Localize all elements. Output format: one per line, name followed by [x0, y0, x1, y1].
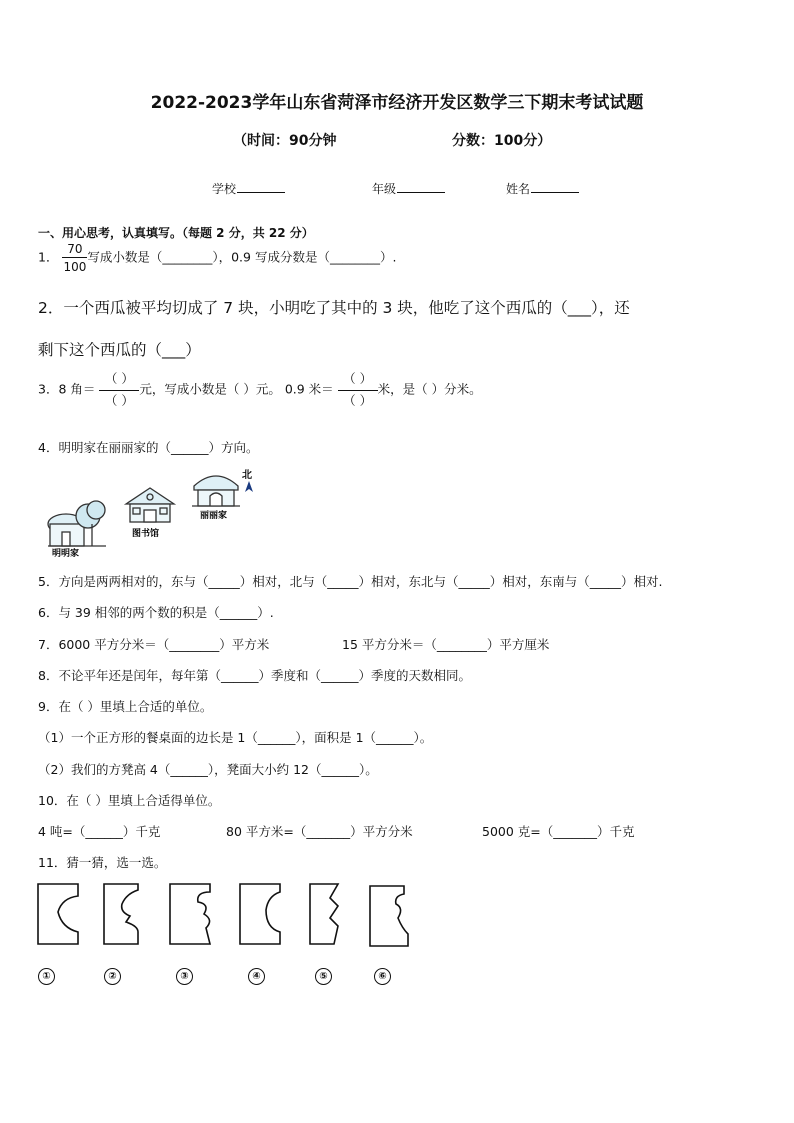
option-label-6: ⑥ — [374, 968, 391, 985]
question-10c: 5000 克=（_______）千克 — [482, 824, 635, 839]
section-heading: 一、用心思考，认真填写。（每题 2 分，共 22 分） — [38, 226, 314, 240]
name-blank — [531, 180, 579, 193]
mingming-house-icon — [48, 501, 106, 546]
option-label-2: ② — [104, 968, 121, 985]
exam-score: 分数：100分） — [452, 133, 552, 149]
q11-shape-figures — [34, 880, 414, 952]
question-10: 10．在（ ）里填上合适得单位。 — [38, 793, 221, 808]
school-field — [212, 180, 285, 197]
shape-option-4 — [240, 884, 280, 944]
grade-label: 年级 — [372, 182, 397, 196]
school-label: 学校 — [212, 182, 237, 196]
lili-house-icon — [192, 476, 240, 506]
q3-frac2-numerator: （ ） — [343, 371, 373, 386]
direction-map-figure — [40, 466, 270, 562]
q1-fraction — [62, 243, 87, 273]
option-label-5: ⑤ — [315, 968, 332, 985]
question-2-line2: 剩下这个西瓜的（___） — [38, 341, 201, 359]
question-10b: 80 平方米=（_______）平方分米 — [226, 824, 413, 839]
north-arrow-icon — [245, 481, 253, 492]
q3-part-b: 元，写成小数是（ ）元。 0.9 米＝ — [139, 381, 334, 397]
q3-fraction-2 — [338, 373, 378, 407]
q3-part-c: 米，是（ ）分米。 — [377, 381, 482, 397]
q3-part-a: 3．8 角＝ — [38, 381, 96, 397]
q3-frac1-denominator: （ ） — [104, 392, 134, 408]
grade-blank — [397, 180, 445, 193]
question-11: 11．猜一猜，选一选。 — [38, 855, 167, 870]
q1-fraction-numerator: 70 — [67, 242, 83, 256]
name-label: 姓名 — [506, 182, 531, 196]
q1-fraction-denominator: 100 — [63, 260, 87, 274]
mingming-house-label: 明明家 — [52, 549, 80, 559]
shape-option-3 — [170, 884, 210, 944]
shape-option-6 — [370, 886, 408, 946]
name-field — [506, 180, 579, 197]
shape-option-2 — [104, 884, 138, 944]
school-blank — [237, 180, 285, 193]
question-10a: 4 吨=（______）千克 — [38, 824, 161, 839]
q1-text: 写成小数是（________），0.9 写成分数是（________）. — [87, 249, 397, 265]
q3-fraction-1 — [99, 373, 139, 407]
question-4: 4．明明家在丽丽家的（______）方向。 — [38, 440, 259, 455]
question-7b: 15 平方分米＝（________）平方厘米 — [342, 637, 550, 652]
exam-title: 2022-2023学年山东省菏泽市经济开发区数学三下期末考试试题 — [150, 93, 644, 113]
question-5: 5．方向是两两相对的，东与（_____）相对，北与（_____）相对，东北与（_____）相对，东南与（_____）相对. — [38, 574, 663, 589]
question-2-line1: 2．一个西瓜被平均切成了 7 块，小明吃了其中的 3 块，他吃了这个西瓜的（___），还 — [38, 299, 630, 317]
option-label-4: ④ — [248, 968, 265, 985]
shape-option-5 — [310, 884, 338, 944]
question-7a: 7．6000 平方分米＝（________）平方米 — [38, 637, 270, 652]
question-6: 6．与 39 相邻的两个数的积是（______）. — [38, 605, 274, 620]
question-3 — [38, 373, 482, 407]
question-9-part1: （1）一个正方形的餐桌面的边长是 1（______），面积是 1（______）。 — [38, 730, 433, 745]
lili-house-label: 丽丽家 — [200, 511, 228, 521]
question-9: 9．在（ ）里填上合适的单位。 — [38, 699, 213, 714]
question-1 — [38, 243, 396, 273]
option-label-1: ① — [38, 968, 55, 985]
grade-field — [372, 180, 445, 197]
q3-frac1-numerator: （ ） — [104, 371, 134, 386]
library-label: 图书馆 — [132, 529, 160, 539]
q1-number: 1． — [38, 249, 59, 265]
option-label-3: ③ — [176, 968, 193, 985]
exam-time: （时间：90分钟 — [233, 133, 337, 149]
question-9-part2: （2）我们的方凳高 4（______），凳面大小约 12（______）。 — [38, 762, 378, 777]
shape-option-1 — [38, 884, 78, 944]
north-label: 北 — [242, 470, 252, 481]
q3-frac2-denominator: （ ） — [343, 392, 373, 408]
library-icon — [126, 488, 174, 522]
question-8: 8．不论平年还是闰年，每年第（______）季度和（______）季度的天数相同。 — [38, 668, 471, 683]
